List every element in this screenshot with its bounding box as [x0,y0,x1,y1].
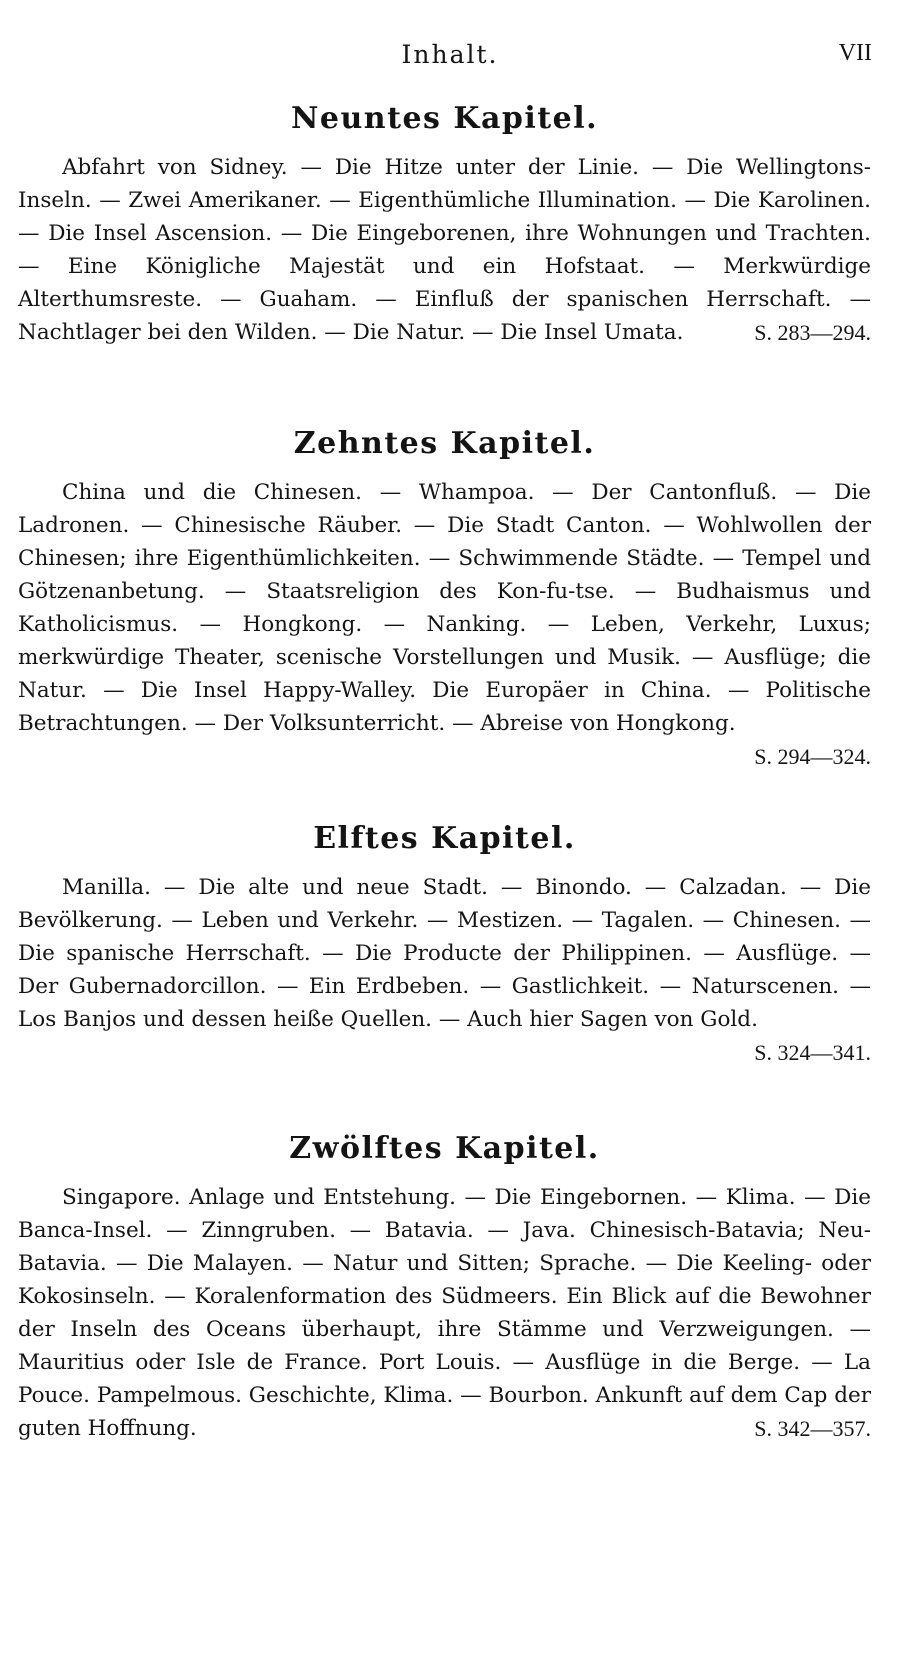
page-number: VII [838,40,872,66]
chapter-10-entry [18,420,871,773]
running-head [0,40,900,80]
chapter-title: Elftes Kapitel. [313,821,576,856]
chapter-title: Zehntes Kapitel. [293,426,596,461]
page-range: S. 294—324. [754,744,871,769]
chapter-summary [18,871,871,1065]
chapter-12-entry [18,1125,871,1445]
chapter-summary-text: Singapore. Anlage und Entstehung. — Die Eingebornen. — Klima. — Die Banca-Insel. — Zinngruben. — Batavia. — Java. Chinesisch-Batavia; Neu-Batavia. — Die Malayen. — Natur und Sitten; Sprache. — Die Keeling- oder Kokosinseln. — Koralenformation des Südmeers. Ein Blick auf die Bewohner der Inseln des Oceans überhaupt, ihre Stämme und Verzweigungen. — Mauritius oder Isle de France. Port Louis. — Ausflüge in die Berge. — La Pouce. Pampelmous. Geschichte, Klima. — Bourbon. Ankunft auf dem Cap der guten Hoffnung. [18,1185,871,1441]
page-range: S. 324—341. [754,1040,871,1065]
page-range: S. 342—357. [754,1416,871,1441]
page-title: Inhalt. [401,40,499,69]
chapter-9-entry [18,95,871,349]
chapter-title: Neuntes Kapitel. [290,101,599,136]
chapter-summary-text: Abfahrt von Sidney. — Die Hitze unter der Linie. — Die Wellingtons-Inseln. — Zwei Amerikaner. — Eigenthümliche Illumination. — Die Karolinen. — Die Insel Ascension. — Die Eingeborenen, ihre Wohnungen und Trachten. — Eine Königliche Majestät und ein Hofstaat. — Merkwürdige Alterthumsreste. — Guaham. — Einfluß der spanischen Herrschaft. — Nachtlager bei den Wilden. — Die Natur. — Die Insel Umata. [18,155,871,345]
chapter-summary [18,1181,871,1445]
chapter-summary-text: China und die Chinesen. — Whampoa. — Der Cantonfluß. — Die Ladronen. — Chinesische Räuber. — Die Stadt Canton. — Wohlwollen der Chinesen; ihre Eigenthümlichkeiten. — Schwimmende Städte. — Tempel und Götzenanbetung. — Staatsreligion des Kon-fu-tse. — Budhaismus und Katholicismus. — Hongkong. — Nanking. — Leben, Verkehr, Luxus; merkwürdige Theater, scenische Vorstellungen und Musik. — Ausflüge; die Natur. — Die Insel Happy-Walley. Die Europäer in China. — Politische Betrachtungen. — Der Volksunterricht. — Abreise von Hongkong. [18,480,871,736]
chapter-summary [18,151,871,349]
chapter-summary [18,476,871,769]
page-range: S. 283—294. [754,320,871,345]
chapter-summary-text: Manilla. — Die alte und neue Stadt. — Binondo. — Calzadan. — Die Bevölkerung. — Leben und Verkehr. — Mestizen. — Tagalen. — Chinesen. — Die spanische Herrschaft. — Die Producte der Philippinen. — Ausflüge. — Der Gubernadorcillon. — Ein Erdbeben. — Gastlichkeit. — Naturscenen. — Los Banjos und dessen heiße Quellen. — Auch hier Sagen von Gold. [18,875,871,1032]
chapter-11-entry [18,815,871,1069]
chapter-title: Zwölftes Kapitel. [289,1131,600,1166]
